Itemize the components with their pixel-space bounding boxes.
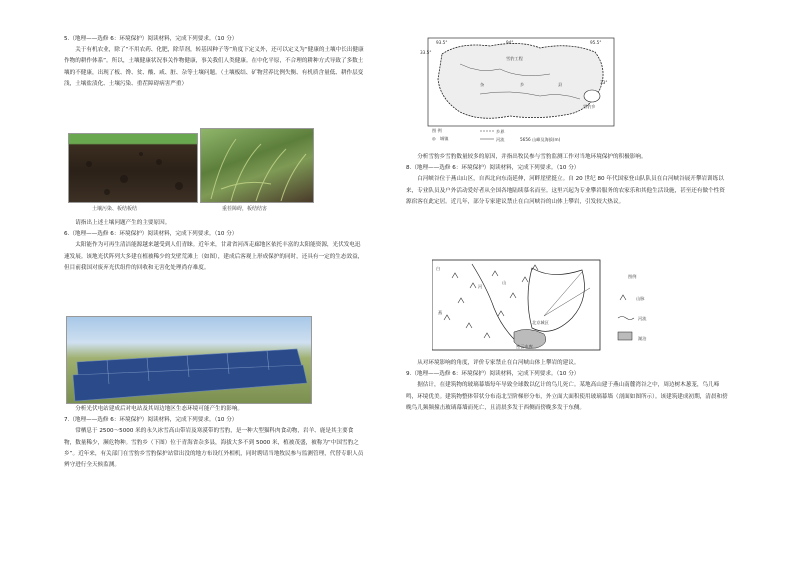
q5-ask: 请指出上述土壤问题产生的主要原因。 — [75, 220, 171, 226]
legend-lake: 湖泊 — [638, 336, 647, 341]
map2-label-bai: 白 — [436, 266, 441, 271]
left-column-2 — [64, 218, 364, 274]
map2-label-yan: 燕 — [438, 310, 443, 315]
coord-label: 95.5° — [590, 40, 602, 45]
coord-label: 33.5° — [420, 50, 432, 55]
plant-leaves-icon — [201, 129, 313, 202]
q6-head: 6.（地理——选修 6：环境保护）阅读材料，完成下列要求。（10 分） — [64, 231, 238, 238]
coord-label: 94° — [506, 40, 514, 45]
crop-photo-caption: 重茬障碍，板结结害 — [222, 206, 268, 212]
county-map-svg — [420, 34, 616, 146]
q5-paragraph: 关于有机农业，除了“不用农药、化肥，除草剂，转基因种子等”角度下定义外，还可以定义为“健康的土壤中长出健康作物的耕作体系”。所以，土壤健康状况事关作物健康，事关我们人类健康。在中化平原，不合理的耕种方式导致了多数土壤的不健康，出现了板、馋、贫、酸、咸、脏、杂等土壤问题。（土壤板结、矿物营养比例失衡、有机质含量低、耕作层变浅，土壤盐渍化、土壤污染、重茬障碍病害严重） — [64, 47, 364, 87]
q7-paragraph: 常栖息于 2500～5000 米的永久冰雪高山带岩及寒漠带的雪豹，是一种大型猫科肉食动物，岩羊、鹿是其主要食物，数量稀少，濒危物种。雪豹乡（下图）位于青海省杂多县，海拔大多不到 5000 米，植被茂盛，被称为“中国雪豹之乡”。近年来，有关部门在雪豹乡雪豹保护站常出没的地方布设红外相机，同时聘请当地牧民参与监测管理，代替专职人员辨守进行全天候监测。 — [64, 428, 364, 469]
q6-paragraph: 太阳能作为可再生清洁能源越来越受到人们青睐。近年来，甘肃省河西走廊地区依托丰富的太阳能资源，光伏发电迅速发展。该地光伏阵列大多建在植被稀少的戈壁荒滩上（如图），建成后客观上形成保护的同时，还具有一定的生态效益，但目前我国对废弃光伏组件的回收和无害化处理尚存难度。 — [64, 242, 364, 271]
legend-mountain: 山脉 — [636, 296, 645, 301]
county-label-1: 杂 — [480, 82, 485, 87]
legend-boundary: 乡界 — [496, 129, 505, 134]
town-label: 雪豹工程 — [506, 56, 523, 61]
snow-leopard-map — [420, 34, 616, 146]
left-column — [64, 34, 364, 90]
legend-river: 河流 — [496, 137, 505, 142]
solar-panel-photo — [66, 316, 312, 404]
legend-town-symbol: ◎ — [432, 136, 436, 141]
map2-label-beijing: 北京城区 — [532, 320, 549, 325]
q8-head: 8.（地理——选修 6：环境保护）阅读材料，完成下列要求。（10 分） — [406, 165, 580, 172]
legend-town: 城镇 — [440, 136, 449, 141]
county-label-2: 乡 — [520, 82, 525, 87]
gorge-map-svg — [432, 258, 694, 354]
lake-label: 雪豹乡 — [583, 104, 596, 109]
county-label-3: 县 — [558, 82, 563, 87]
coord-label: 33° — [600, 80, 608, 85]
legend-peak: 5656 山峰及海拔(m) — [520, 137, 561, 142]
q9-head: 9.（地理——选修 6：环境保护）阅读材料，完成下列要求。（10 分） — [406, 371, 580, 378]
legend-river-2: 河流 — [638, 316, 647, 321]
q8-paragraph: 白河峡谷位于燕山山区，自西北向东南延伸，河畔崖壁挺立。自 20 世纪 80 年代国家登山队队员在白河峡谷展开攀岩训练以来，专业队员及户外活动爱好者从全国各地陆续慕名而至。这里兴起为专业攀岩服务的农家乐和其他生活设施，甚至还有做个性资源宿客在此定居。近几年，部分专家建议禁止在白河峡谷的山体上攀岩，引发较大热议。 — [406, 176, 725, 205]
q7-ask: 分析雪豹乡雪豹数量较多的原因，并指出牧民参与雪豹监测工作对当地环境保护的积极影响。 — [417, 154, 647, 160]
left-column-3 — [64, 404, 364, 471]
q6-ask: 分析光伏电站建成后对电站及其周边地区生态环境可能产生的影响。 — [75, 406, 244, 412]
map2-label-reservoir: 密云水库 — [516, 344, 533, 349]
soil-photo — [68, 133, 198, 203]
map-legend-title: 图 例 — [432, 128, 442, 133]
q5-head: 5.（地理——选修 6：环境保护）阅读材料，完成下列要求。（10 分） — [64, 36, 238, 42]
q9-paragraph: 据估计，在建筑物的玻璃幕墙每年导致全球数以亿计的鸟儿死亡。某地高山建于燕山南麓湾谷之中，周边树木葱茏，鸟儿啼鸣，环境优美。建筑物整体带状分布南北呈阶梯形分布，外立面大面积使用玻璃幕墙（剖面如图所示）。该建筑建成初期，清晨和傍晚鸟儿频频撞击玻璃幕墙而死亡，且清晨多发于西侧而傍晚多发于东侧。 — [406, 382, 728, 411]
map2-label-shan: 山 — [502, 280, 507, 285]
crop-photo — [200, 128, 314, 203]
soil-photo-caption: 土壤污染、板结板结 — [92, 206, 138, 212]
map2-legend-title: 图例 — [628, 274, 637, 279]
solar-array-icon — [67, 317, 311, 403]
map2-label-he: 河 — [478, 284, 483, 289]
baihe-gorge-map — [432, 258, 694, 354]
q7-head: 7.（地理——选修 6：环境保护）阅读材料，完成下列要求。（10 分） — [64, 417, 238, 424]
coord-label: 93.5° — [436, 40, 448, 45]
right-column-1 — [406, 152, 730, 208]
right-column-2 — [406, 358, 730, 414]
soil-texture-icon — [69, 134, 197, 202]
q8-ask: 从对环境影响的角度，评价专家禁止在白河峡山体上攀岩的建议。 — [417, 360, 580, 366]
